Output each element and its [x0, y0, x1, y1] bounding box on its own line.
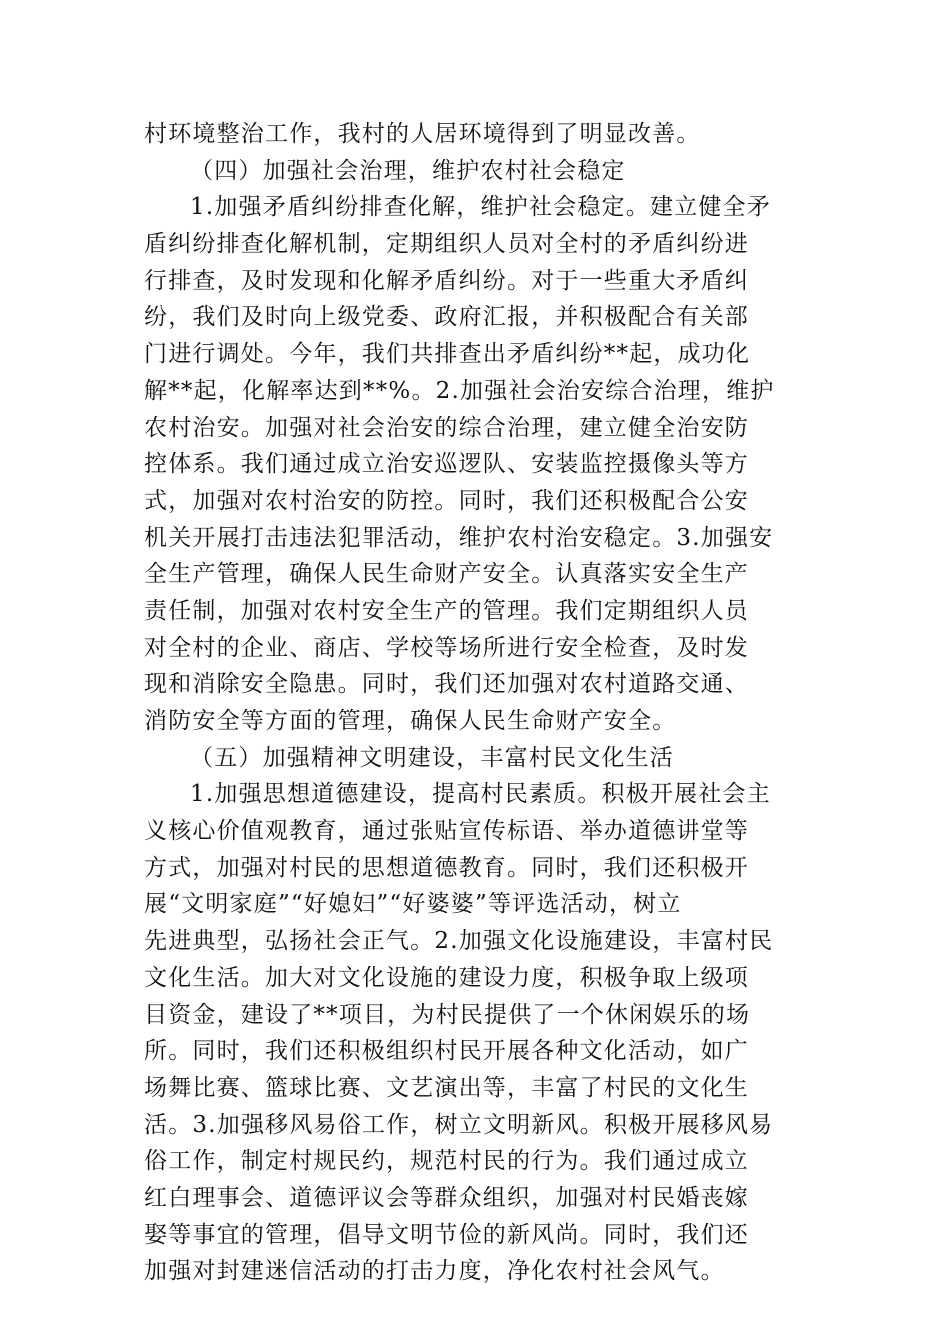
paragraph-line: 式，加强对农村治安的防控。同时，我们还积极配合公安: [144, 487, 749, 514]
paragraph-line: 纷，我们及时向上级党委、政府汇报，并积极配合有关部: [144, 304, 749, 331]
paragraph-line: 方式，加强对村民的思想道德教育。同时，我们还积极开: [144, 854, 749, 881]
paragraph-line: 1.加强思想道德建设，提高村民素质。积极开展社会主: [190, 781, 771, 808]
paragraph-line: 全生产管理，确保人民生命财产安全。认真落实安全生产: [144, 561, 749, 588]
paragraph-line: 场舞比赛、篮球比赛、文艺演出等，丰富了村民的文化生: [144, 1074, 749, 1101]
paragraph-line: 村环境整治工作，我村的人居环境得到了明显改善。: [144, 121, 701, 147]
paragraph-line: 红白理事会、道德评议会等群众组织，加强对村民婚丧嫁: [144, 1184, 749, 1211]
paragraph-line: 义核心价值观教育，通过张贴宣传标语、举办道德讲堂等: [144, 818, 749, 845]
paragraph-line: 现和消除安全隐患。同时，我们还加强对农村道路交通、: [144, 671, 749, 698]
paragraph-line: 门进行调处。今年，我们共排查出矛盾纠纷**起，成功化: [144, 341, 751, 368]
paragraph-line: 控体系。我们通过成立治安巡逻队、安装监控摄像头等方: [144, 451, 749, 478]
paragraph-line: 所。同时，我们还积极组织村民开展各种文化活动，如广: [144, 1038, 749, 1065]
paragraph-line: 对全村的企业、商店、学校等场所进行安全检查，及时发: [144, 634, 749, 661]
section-heading-4: （四）加强社会治理，维护农村社会稳定: [190, 157, 626, 184]
paragraph-line: 解**起，化解率达到**%。2.加强社会治安综合治理，维护: [144, 377, 775, 404]
section-heading-5: （五）加强精神文明建设，丰富村民文化生活: [190, 744, 674, 771]
paragraph-line: 机关开展打击违法犯罪活动，维护农村治安稳定。3.加强安: [144, 524, 774, 551]
paragraph-line: 目资金，建设了**项目，为村民提供了一个休闲娱乐的场: [144, 1001, 751, 1028]
paragraph-line: 农村治安。加强对社会治安的综合治理，建立健全治安防: [144, 414, 749, 441]
paragraph-line: 责任制，加强对农村安全生产的管理。我们定期组织人员: [144, 597, 749, 624]
paragraph-line: 俗工作，制定村规民约，规范村民的行为。我们通过成立: [144, 1148, 749, 1175]
paragraph-line: 盾纠纷排查化解机制，定期组织人员对全村的矛盾纠纷进: [144, 231, 749, 258]
paragraph-line: 文化生活。加大对文化设施的建设力度，积极争取上级项: [144, 964, 749, 991]
paragraph-line: 加强对封建迷信活动的打击力度，净化农村社会风气。: [144, 1258, 725, 1285]
document-page: [144, 116, 806, 1290]
paragraph-line: 行排查，及时发现和化解矛盾纠纷。对于一些重大矛盾纠: [144, 267, 749, 294]
paragraph-line: 展“文明家庭”“好媳妇”“好婆婆”等评选活动，树立: [144, 891, 682, 918]
paragraph-line: 消防安全等方面的管理，确保人民生命财产安全。: [144, 708, 677, 734]
paragraph-line: 1.加强矛盾纠纷排查化解，维护社会稳定。建立健全矛: [190, 194, 771, 221]
paragraph-line: 先进典型，弘扬社会正气。2.加强文化设施建设，丰富村民: [144, 928, 774, 955]
paragraph-line: 活。3.加强移风易俗工作，树立文明新风。积极开展移风易: [144, 1111, 774, 1138]
paragraph-line: 娶等事宜的管理，倡导文明节俭的新风尚。同时，我们还: [144, 1221, 749, 1248]
